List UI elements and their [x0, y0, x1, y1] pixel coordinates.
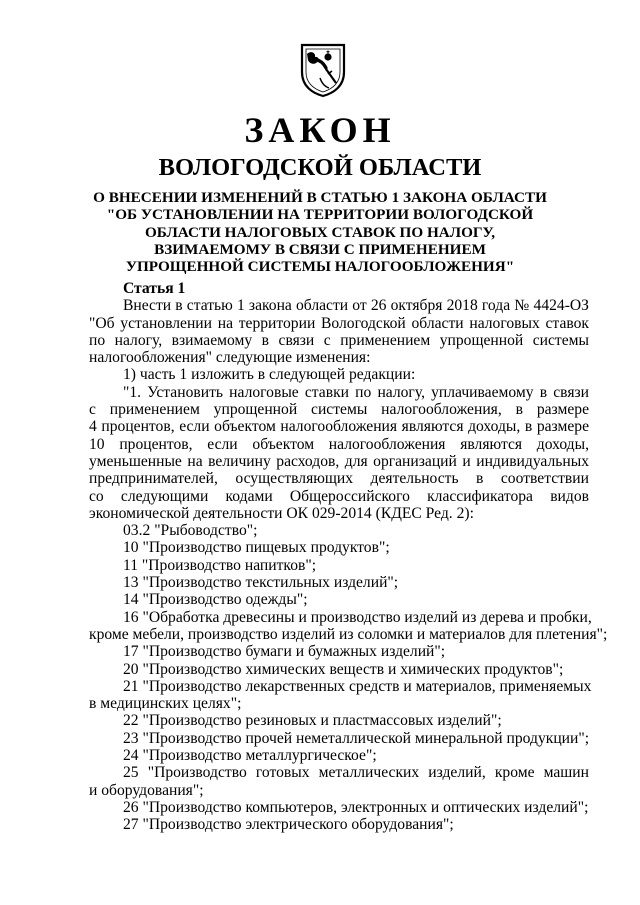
- list-item: 13 "Производство текстильных изделий";: [123, 574, 399, 592]
- list-item: 23 "Производство прочей неметаллической минеральной продукции";: [123, 729, 590, 747]
- subtitle-line: ОБЛАСТИ НАЛОГОВЫХ СТАВОК ПО НАЛОГУ,: [144, 223, 496, 241]
- body-line: налогообложения" следующие изменения:: [89, 349, 371, 367]
- subtitle-line: О ВНЕСЕНИИ ИЗМЕНЕНИЙ В СТАТЬЮ 1 ЗАКОНА ОБЛАСТИ: [93, 189, 547, 206]
- law-title: ЗАКОН: [244, 110, 396, 150]
- article-body: [89, 280, 608, 834]
- list-item: 25 "Производство готовых металлических изделий, кроме машин: [123, 764, 589, 782]
- list-item: 03.2 "Рыбоводство";: [123, 522, 258, 540]
- body-line: уменьшенные на величину расходов, для организаций и индивидуальных: [89, 452, 589, 470]
- list-item: 14 "Производство одежды";: [123, 591, 308, 609]
- subtitle-line: "ОБ УСТАНОВЛЕНИИ НА ТЕРРИТОРИИ ВОЛОГОДСКОЙ: [106, 206, 534, 224]
- list-item: 22 "Производство резиновых и пластмассовых изделий";: [123, 712, 502, 730]
- body-line: "Об установлении на территории Вологодской области налоговых ставок: [89, 314, 589, 332]
- list-item-continued: в медицинских целях";: [89, 695, 242, 713]
- subtitle-line: ВЗИМАЕМОМУ В СВЯЗИ С ПРИМЕНЕНИЕМ: [154, 240, 486, 258]
- body-line: по налогу, взимаемому в связи с применением упрощенной системы: [89, 331, 589, 349]
- list-item: 24 "Производство металлургическое";: [123, 747, 377, 765]
- body-line: "1. Установить налоговые ставки по налогу, уплачиваемому в связи: [123, 383, 589, 401]
- body-line: 10 процентов, если объектом налогообложения являются доходы,: [89, 435, 589, 453]
- list-item-continued: и оборудования";: [89, 781, 204, 799]
- article-heading: Статья 1: [123, 280, 186, 297]
- body-line: со следующими кодами Общероссийского классификатора видов: [89, 487, 589, 505]
- body-line: с применением упрощенной системы налогообложения, в размере: [89, 401, 589, 419]
- list-item: 27 "Производство электрического оборудования";: [123, 816, 454, 834]
- subtitle-line: УПРОЩЕННОЙ СИСТЕМЫ НАЛОГООБЛОЖЕНИЯ": [125, 258, 515, 276]
- coat-of-arms-icon: [298, 42, 348, 98]
- list-item-continued: кроме мебели, производство изделий из соломки и материалов для плетения";: [89, 625, 608, 643]
- list-item: 21 "Производство лекарственных средств и материалов, применяемых: [123, 677, 592, 695]
- list-item: 26 "Производство компьютеров, электронных и оптических изделий";: [123, 798, 589, 816]
- body-line: предпринимателей, осуществляющих деятельность в соответствии: [89, 470, 589, 488]
- list-item: 10 "Производство пищевых продуктов";: [123, 539, 390, 557]
- list-item: 17 "Производство бумаги и бумажных изделий";: [123, 643, 446, 661]
- list-item: 11 "Производство напитков";: [123, 556, 317, 574]
- list-item: 20 "Производство химических веществ и химических продуктов";: [123, 660, 564, 678]
- body-line: 4 процентов, если объектом налогообложения являются доходы, в размере: [89, 418, 589, 436]
- region-title: ВОЛОГОДСКОЙ ОБЛАСТИ: [158, 154, 482, 181]
- body-line: 1) часть 1 изложить в следующей редакции:: [123, 366, 416, 384]
- list-item: 16 "Обработка древесины и производство изделий из дерева и пробки,: [123, 608, 592, 626]
- body-line: экономической деятельности ОК 029-2014 (КДЕС Ред. 2):: [89, 504, 474, 522]
- body-line: Внести в статью 1 закона области от 26 октября 2018 года № 4424-ОЗ: [123, 297, 589, 315]
- law-subtitle: [0, 189, 640, 275]
